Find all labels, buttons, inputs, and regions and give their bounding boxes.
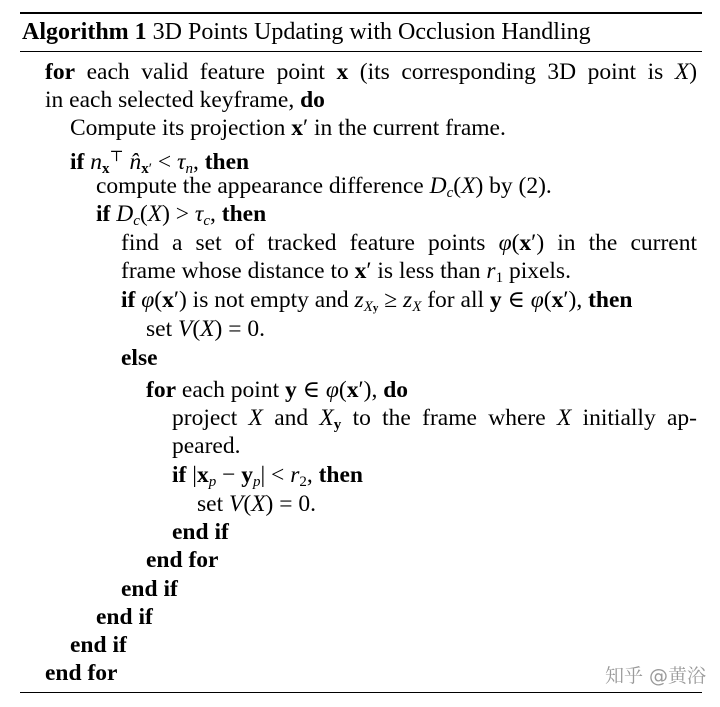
algorithm-line: set V(X) = 0. [197,491,316,517]
algorithm-line: end if [70,632,127,658]
algorithm-line: end for [146,547,219,573]
algorithm-line: frame whose distance to x′ is less than $r_1$ pixels. [121,258,571,286]
algorithm-line: end if [121,576,178,602]
algorithm-line: project X and $X_y$ to the frame where X initially ap- [172,405,697,433]
algorithm-line: end if [172,519,229,545]
algorithm-line: in each selected keyframe, do [45,87,325,113]
algorithm-line: if $D_c(X) > \tau_c$, then [96,201,267,229]
caption-rule [20,51,702,52]
watermark: 知乎 @黄浴 [604,665,706,687]
algorithm-line: if $|x_p - y_p| < r_2$, then [172,462,363,490]
algorithm-line: set V(X) = 0. [146,316,265,342]
algorithm-line: for each point y ∈ φ(x′), do [146,377,409,403]
algorithm-caption [22,18,591,46]
algorithm-label: Algorithm 1 [22,19,147,45]
algorithm-line: peared. [172,433,241,459]
algorithm-line: find a set of tracked feature points φ(x′) in the current [121,230,698,256]
algorithm-line: Compute its projection x′ in the current frame. [70,115,506,141]
algorithm-line: end if [96,604,153,630]
algorithm-line: if $n_x^⊤$ $n̂_{x'} < \tau_n$, then [70,149,250,177]
algorithm-line: compute the appearance difference $D_c(X)$ by (2). [96,173,552,201]
algorithm-line: end for [45,660,118,686]
algorithm-line: if φ(x′) is not empty and $z_{Xy} \ge z_X$ for all y ∈ φ(x′), then [121,287,633,315]
algorithm-title: 3D Points Updating with Occlusion Handling [152,19,591,45]
bottom-rule [20,692,702,693]
algorithm-line: for each valid feature point x (its corresponding 3D point is X) [45,59,698,85]
algorithm-line: else [121,345,158,371]
top-rule [20,12,702,14]
